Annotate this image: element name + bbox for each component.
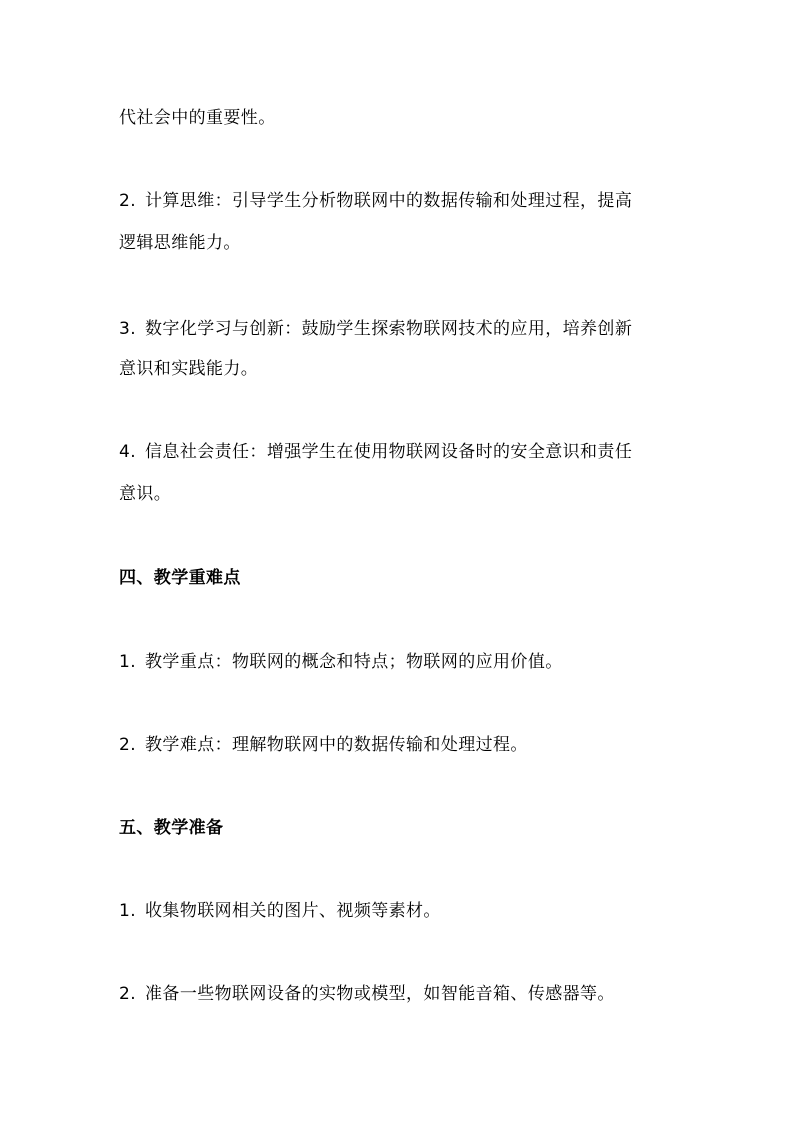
list-number: 2. <box>119 191 137 211</box>
objective-item-2-line-1 <box>119 190 679 212</box>
preparation-item-2 <box>119 983 679 1005</box>
section-heading-preparation: 五、教学准备 <box>119 818 224 838</box>
objective-text: 信息社会责任：增强学生在使用物联网设备时的安全意识和责任 <box>145 442 633 462</box>
list-number: 1. <box>119 652 137 672</box>
list-number: 4. <box>119 442 137 462</box>
objective-text: 计算思维：引导学生分析物联网中的数据传输和处理过程，提高 <box>145 191 633 211</box>
objective-item-2-line-2: 逻辑思维能力。 <box>119 233 241 253</box>
section-heading-key-points: 四、教学重难点 <box>119 568 241 588</box>
paragraph-continuation: 代社会中的重要性。 <box>119 108 276 128</box>
key-point-text: 教学难点：理解物联网中的数据传输和处理过程。 <box>145 735 528 755</box>
list-number: 2. <box>119 984 137 1004</box>
key-point-text: 教学重点：物联网的概念和特点；物联网的应用价值。 <box>145 652 563 672</box>
list-number: 1. <box>119 901 137 921</box>
preparation-item-1 <box>119 900 679 922</box>
objective-item-4-line-2: 意识。 <box>119 484 172 504</box>
objective-item-4-line-1 <box>119 441 679 463</box>
key-points-item-2 <box>119 734 679 756</box>
list-number: 3. <box>119 319 137 339</box>
objective-item-3-line-1 <box>119 318 679 340</box>
objective-item-3-line-2: 意识和实践能力。 <box>119 359 259 379</box>
key-points-item-1 <box>119 651 679 673</box>
preparation-text: 收集物联网相关的图片、视频等素材。 <box>145 901 441 921</box>
list-number: 2. <box>119 735 137 755</box>
preparation-text: 准备一些物联网设备的实物或模型，如智能音箱、传感器等。 <box>145 984 615 1004</box>
objective-text: 数字化学习与创新：鼓励学生探索物联网技术的应用，培养创新 <box>145 319 633 339</box>
